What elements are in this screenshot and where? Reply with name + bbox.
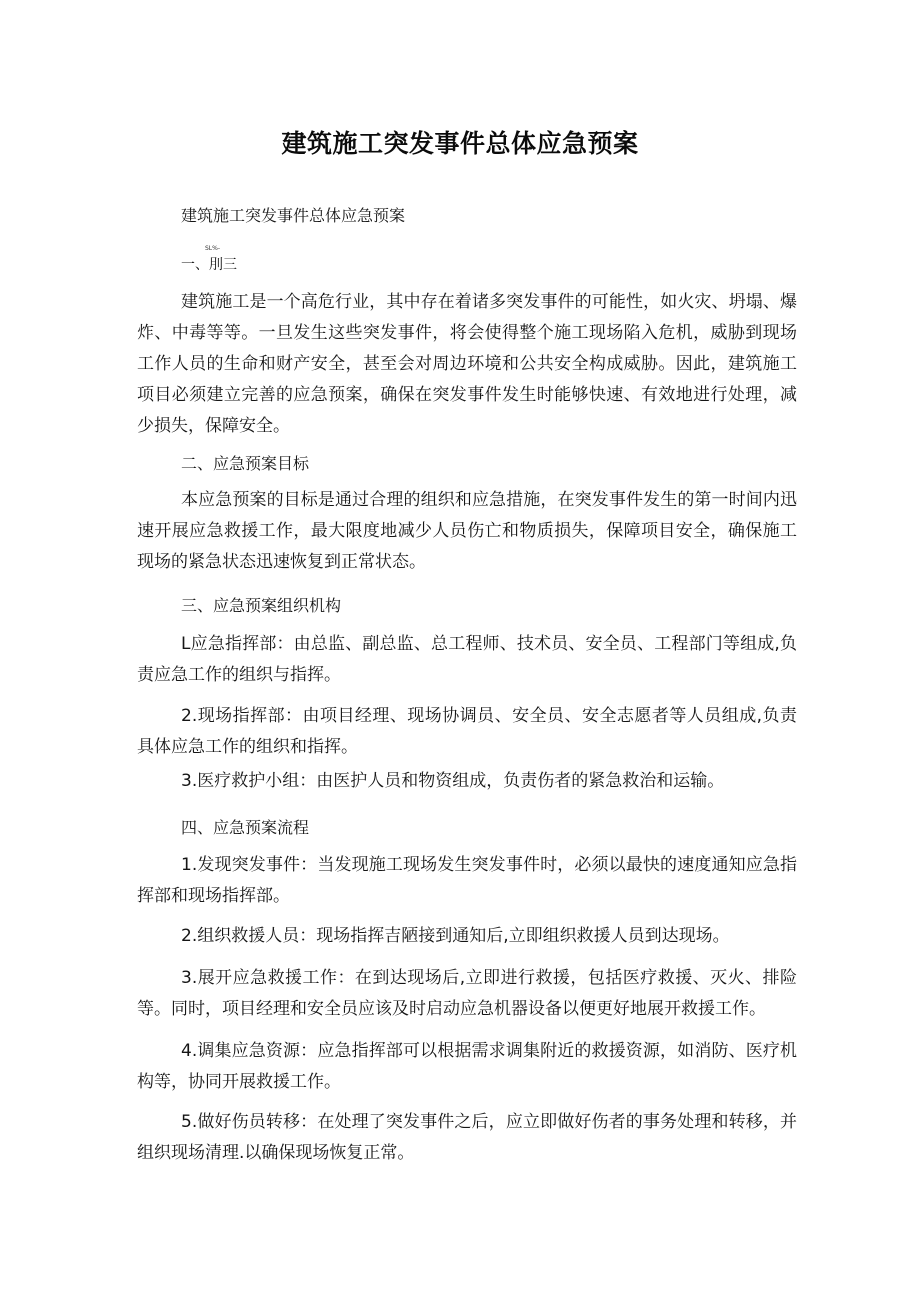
section-3-item-3-text: .医疗救护小组：由医护人员和物资组成，负责伤者的紧急救治和运输。 — [191, 771, 725, 791]
section-1-paragraph: 建筑施工是一个高危行业，其中存在着诸多突发事件的可能性，如火灾、坍塌、爆炸、中毒等等。一旦发生这些突发事件，将会使得整个施工现场陷入危机，威胁到现场工作人员的生命和财产安全，甚至会对周边环境和公共安全构成威胁。因此，建筑施工项目必须建立完善的应急预案，确保在突发事件发生时能够快速、有效地进行处理，减少损失，保障安全。 — [137, 292, 797, 436]
section-3-item-2 — [137, 701, 797, 763]
document-title: 建筑施工突发事件总体应急预案 — [281, 129, 639, 158]
section-4-item-4 — [137, 1036, 797, 1098]
section-1-heading-text: 一、刖三 — [181, 257, 237, 273]
section-1-small-mark: SL%- — [205, 245, 221, 252]
section-3-item-1-num: L — [181, 634, 191, 654]
section-4-item-2-text: .组织救援人员：现场指挥吉陋接到通知后,立即组织救援人员到达现场。 — [191, 926, 730, 946]
section-3-item-1 — [137, 629, 797, 691]
section-3-item-3-num: 3 — [181, 771, 192, 791]
section-4-item-4-num: 4 — [181, 1041, 192, 1061]
section-4-item-4-text: .调集应急资源：应急指挥部可以根据需求调集附近的救援资源，如消防、医疗机构等，协同开展救援工作。 — [137, 1041, 797, 1092]
section-1-heading — [181, 245, 237, 274]
section-4-item-1 — [137, 850, 797, 912]
section-4-item-5-num: 5 — [181, 1112, 192, 1132]
section-4-item-1-text: .发现突发事件：当发现施工现场发生突发事件时，必须以最快的速度通知应急指挥部和现场指挥部。 — [137, 855, 797, 906]
section-3-item-3 — [137, 766, 797, 797]
section-4-item-3-text: .展开应急救援工作：在到达现场后,立即进行救援，包括医疗救援、灭火、排险等。同时，项目经理和安全员应该及时启动应急机器设备以便更好地展开救援工作。 — [137, 968, 797, 1019]
section-3-item-2-num: 2 — [181, 706, 192, 726]
section-3-item-1-text: 应急指挥部：由总监、副总监、总工程师、技术员、安全员、工程部门等组成,负责应急工作的组织与指挥。 — [137, 634, 797, 685]
section-4-item-5 — [137, 1107, 797, 1169]
section-4-item-1-num: 1 — [181, 855, 192, 875]
section-4-item-5-text: .做好伤员转移：在处理了突发事件之后，应立即做好伤者的事务处理和转移，并组织现场清理.以确保现场恢复正常。 — [137, 1112, 797, 1163]
section-4-item-2 — [137, 921, 797, 952]
section-2-paragraph: 本应急预案的目标是通过合理的组织和应急措施，在突发事件发生的第一时间内迅速开展应急救援工作，最大限度地减少人员伤亡和物质损失，保障项目安全，确保施工现场的紧急状态迅速恢复到正常状态。 — [137, 490, 797, 572]
section-3-heading: 三、应急预案组织机构 — [181, 596, 342, 615]
section-4-heading: 四、应急预案流程 — [181, 818, 310, 837]
section-3-item-2-text: .现场指挥部：由项目经理、现场协调员、安全员、安全志愿者等人员组成,负责具体应急工作的组织和指挥。 — [137, 706, 797, 757]
section-4-item-3 — [137, 963, 797, 1025]
section-4-item-3-num: 3 — [181, 968, 192, 988]
section-2-heading: 二、应急预案目标 — [181, 454, 310, 473]
section-4-item-2-num: 2 — [181, 926, 192, 946]
document-subtitle: 建筑施工突发事件总体应急预案 — [181, 206, 406, 225]
